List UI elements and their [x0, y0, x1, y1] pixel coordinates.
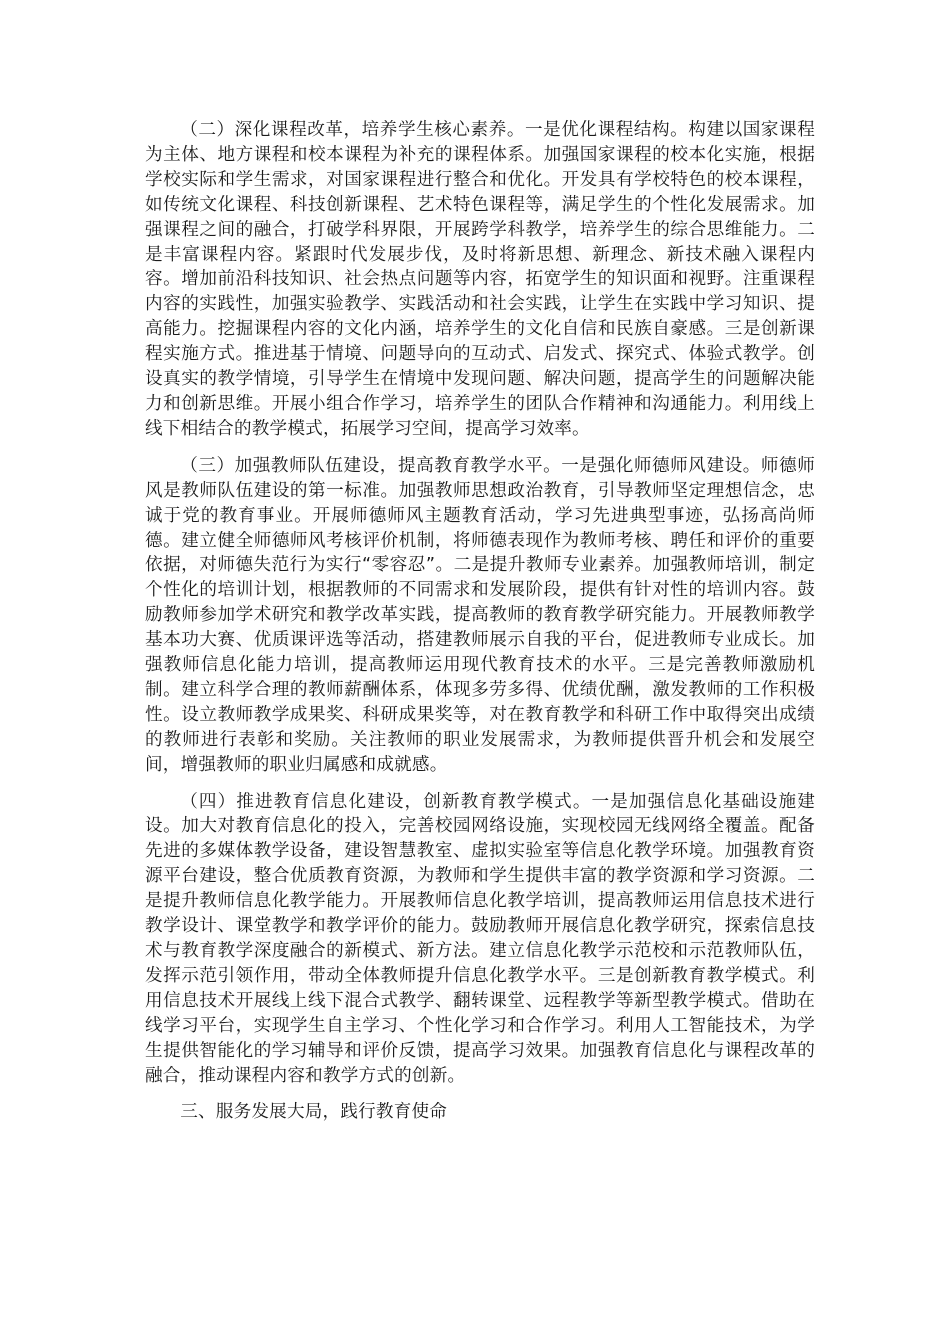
- paragraph-curriculum-reform: （二）深化课程改革，培养学生核心素养。一是优化课程结构。构建以国家课程为主体、地方课程和校本课程为补充的课程体系。加强国家课程的校本化实施，根据学校实际和学生需求，对国家课程进行整合和优化。开发具有学校特色的校本课程，如传统文化课程、科技创新课程、艺术特色课程等，满足学生的个性化发展需求。加强课程之间的融合，打破学科界限，开展跨学科教学，培养学生的综合思维能力。二是丰富课程内容。紧跟时代发展步伐，及时将新思想、新理念、新技术融入课程内容。增加前沿科技知识、社会热点问题等内容，拓宽学生的知识面和视野。注重课程内容的实践性，加强实验教学、实践活动和社会实践，让学生在实践中学习知识、提高能力。挖掘课程内容的文化内涵，培养学生的文化自信和民族自豪感。三是创新课程实施方式。推进基于情境、问题导向的互动式、启发式、探究式、体验式教学。创设真实的教学情境，引导学生在情境中发现问题、解决问题，提高学生的问题解决能力和创新思维。开展小组合作学习，培养学生的团队合作精神和沟通能力。利用线上线下相结合的教学模式，拓展学习空间，提高学习效率。: [145, 120, 815, 439]
- paragraph-education-informatization: （四）推进教育信息化建设，创新教育教学模式。一是加强信息化基础设施建设。加大对教育信息化的投入，完善校园网络设施，实现校园无线网络全覆盖。配备先进的多媒体教学设备，建设智慧教室、虚拟实验室等信息化教学环境。加强教育资源平台建设，整合优质教育资源，为教师和学生提供丰富的教学资源和学习资源。二是提升教师信息化教学能力。开展教师信息化教学培训，提高教师运用信息技术进行教学设计、课堂教学和教学评价的能力。鼓励教师开展信息化教学研究，探索信息技术与教育教学深度融合的新模式、新方法。建立信息化教学示范校和示范教师队伍，发挥示范引领作用，带动全体教师提升信息化教学水平。三是创新教育教学模式。利用信息技术开展线上线下混合式教学、翻转课堂、远程教学等新型教学模式。借助在线学习平台，实现学生自主学习、个性化学习和合作学习。利用人工智能技术，为学生提供智能化的学习辅导和评价反馈，提高学习效果。加强教育信息化与课程改革的融合，推动课程内容和教学方式的创新。: [145, 791, 815, 1086]
- paragraph-teacher-team: （三）加强教师队伍建设，提高教育教学水平。一是强化师德师风建设。师德师风是教师队伍建设的第一标准。加强教师思想政治教育，引导教师坚定理想信念，忠诚于党的教育事业。开展师德师风主题教育活动，学习先进典型事迹，弘扬高尚师德。建立健全师德师风考核评价机制，将师德表现作为教师考核、聘任和评价的重要依据，对师德失范行为实行“零容忍”。二是提升教师专业素养。加强教师培训，制定个性化的培训计划，根据教师的不同需求和发展阶段，提供有针对性的培训内容。鼓励教师参加学术研究和教学改革实践，提高教师的教育教学研究能力。开展教师教学基本功大赛、优质课评选等活动，搭建教师展示自我的平台，促进教师专业成长。加强教师信息化能力培训，提高教师运用现代教育技术的水平。三是完善教师激励机制。建立科学合理的教师薪酬体系，体现多劳多得、优绩优酬，激发教师的工作积极性。设立教师教学成果奖、科研成果奖等，对在教育教学和科研工作中取得突出成绩的教师进行表彰和奖励。关注教师的职业发展需求，为教师提供晋升机会和发展空间，增强教师的职业归属感和成就感。: [145, 455, 815, 775]
- section-heading: 三、服务发展大局，践行教育使命: [180, 1102, 448, 1123]
- document-page: [145, 118, 815, 1125]
